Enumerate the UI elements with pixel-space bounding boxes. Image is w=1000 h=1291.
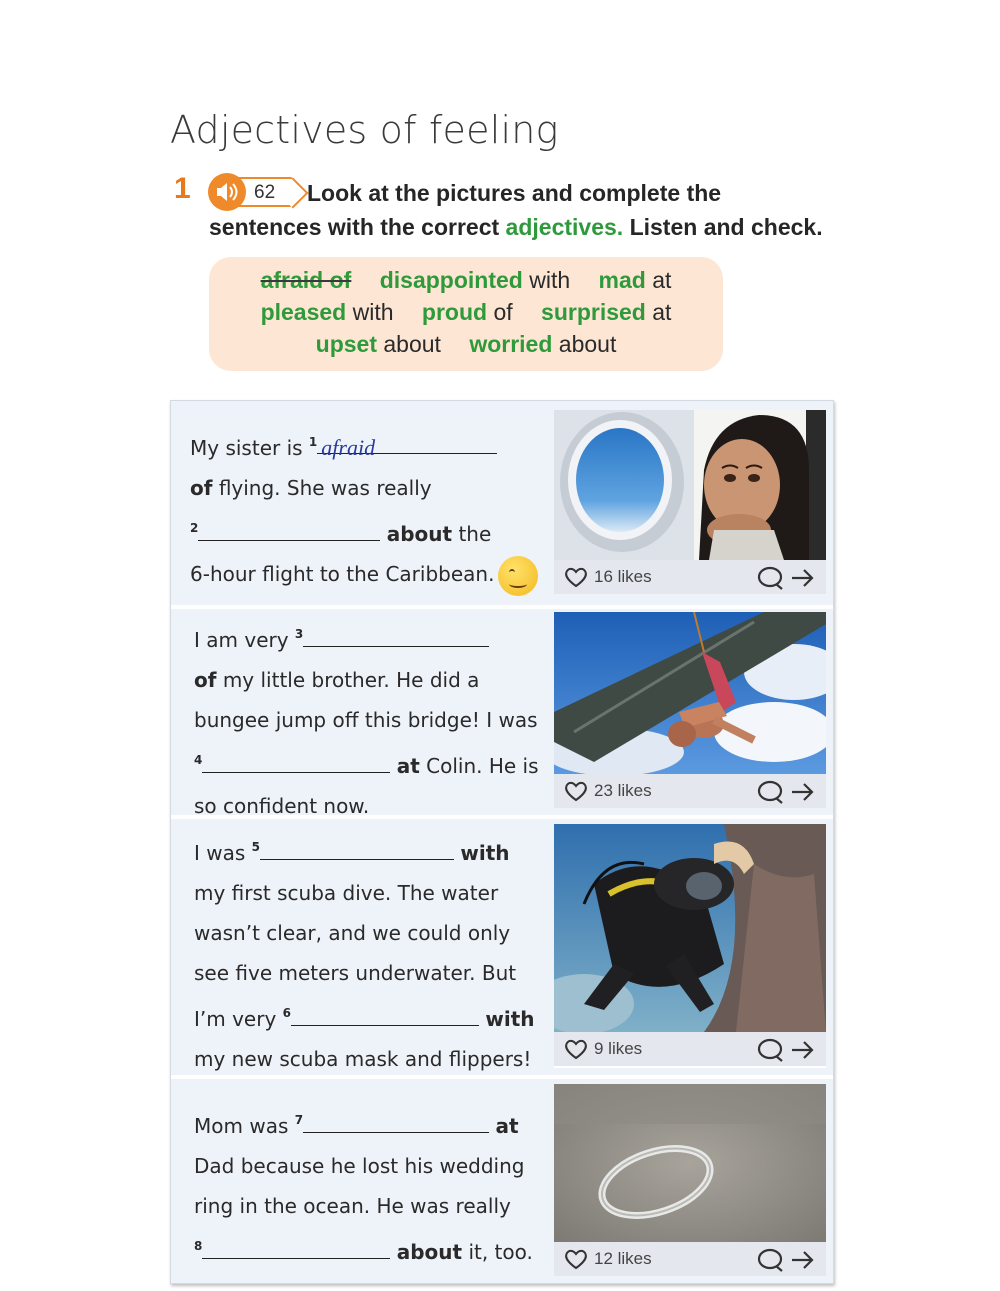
- post-4-text: Mom was $^7$ at Dad because he lost his wedding ring in the ocean. He was really $^8$ about it, too.: [194, 1100, 550, 1272]
- word-mad: mad: [598, 267, 646, 293]
- winking-emoji-icon: [498, 556, 538, 596]
- word-pleased: pleased: [260, 299, 347, 325]
- instruction-line-2: sentences with the correct adjectives. Listen and check.: [209, 214, 823, 240]
- share-arrow-icon[interactable]: [790, 1038, 816, 1062]
- word-box-line: afraid of disappointed with mad at: [260, 267, 672, 293]
- likes-bar: [554, 1242, 826, 1276]
- track-number: 62: [254, 182, 276, 203]
- heart-icon[interactable]: [564, 566, 588, 588]
- answer-blank-5[interactable]: [260, 834, 454, 860]
- page-title: Adjectives of feeling: [170, 108, 559, 152]
- likes-bar: [554, 560, 826, 594]
- share-arrow-icon[interactable]: [790, 1248, 816, 1272]
- answer-blank-7[interactable]: [303, 1107, 489, 1133]
- likes-count: 23 likes: [594, 781, 652, 800]
- likes-count: 9 likes: [594, 1039, 643, 1058]
- comment-icon[interactable]: [756, 1037, 786, 1063]
- word-upset: upset: [315, 331, 377, 357]
- post-1-card: [554, 410, 826, 594]
- answer-1: afraid: [321, 435, 376, 460]
- photo-afraid-of-flying: [554, 410, 826, 560]
- photo-ring-in-sand: [554, 1084, 826, 1242]
- word-box-line: upset about worried about: [315, 331, 617, 357]
- heart-icon[interactable]: [564, 1038, 588, 1060]
- instruction-line-1: Look at the pictures and complete the: [307, 180, 722, 206]
- likes-bar: [554, 774, 826, 808]
- post-3-text: I was $^5$ with my first scuba dive. The water wasn’t clear, and we could only see five meters underwater. But I’m very $^6$ with my new scuba mask and flippers!: [194, 827, 550, 1079]
- answer-blank-3[interactable]: [303, 621, 489, 647]
- exercise-number: 1: [174, 172, 191, 205]
- post-4-card: [554, 1084, 826, 1276]
- post-1-text: My sister is $^1$ afraid of flying. She was really $^2$ about the 6-hour flight to the Caribbean.: [190, 422, 550, 596]
- answer-blank-6[interactable]: [291, 1000, 479, 1026]
- likes-count: 16 likes: [594, 567, 652, 586]
- instructions: [209, 176, 849, 244]
- heart-icon[interactable]: [564, 780, 588, 802]
- answer-blank-2[interactable]: [198, 515, 380, 541]
- answer-blank-8[interactable]: [202, 1233, 390, 1259]
- post-2-text: I am very $^3$ of my little brother. He did a bungee jump off this bridge! I was $^4$ at Colin. He is so confident now.: [194, 614, 550, 826]
- likes-count: 12 likes: [594, 1249, 652, 1268]
- comment-icon[interactable]: [756, 565, 786, 591]
- post-3-card: [554, 824, 826, 1068]
- answer-blank-1[interactable]: [317, 428, 497, 460]
- keyword-adjectives: adjectives.: [505, 214, 624, 240]
- word-proud: proud: [421, 299, 488, 325]
- word-box: [209, 257, 723, 371]
- photo-scuba-diver: [554, 824, 826, 1032]
- word-surprised: surprised: [541, 299, 646, 325]
- comment-icon[interactable]: [756, 779, 786, 805]
- photo-bungee-jump: [554, 612, 826, 774]
- word-afraid-of: afraid of: [260, 267, 352, 293]
- word-box-line: pleased with proud of surprised at: [260, 299, 672, 325]
- answer-blank-4[interactable]: [202, 747, 390, 773]
- share-arrow-icon[interactable]: [790, 780, 816, 804]
- likes-bar: [554, 1032, 826, 1066]
- word-disappointed: disappointed: [379, 267, 523, 293]
- post-2-card: [554, 612, 826, 806]
- share-arrow-icon[interactable]: [790, 566, 816, 590]
- comment-icon[interactable]: [756, 1247, 786, 1273]
- divider: [171, 605, 833, 609]
- word-worried: worried: [469, 331, 553, 357]
- heart-icon[interactable]: [564, 1248, 588, 1270]
